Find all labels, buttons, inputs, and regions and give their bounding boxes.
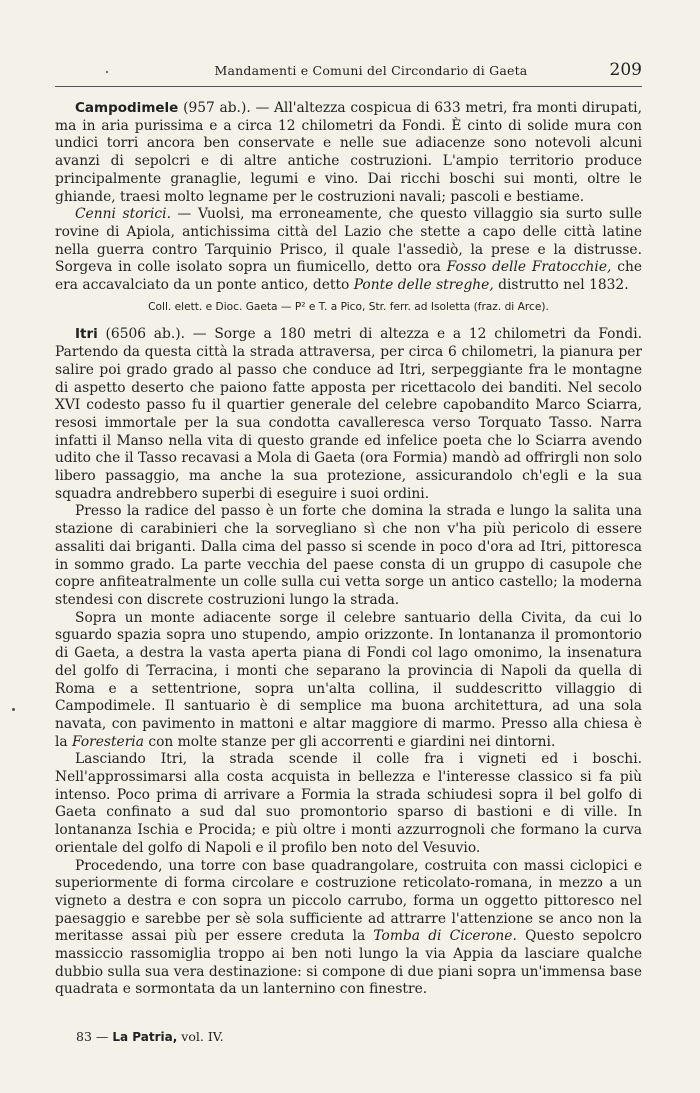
entry-name: Itri: [75, 326, 98, 343]
paragraph-text-a: Procedendo, una torre con base quadrangolare, costruita con massi ciclopici e superiormente di forma circolare e costruzione reticolato-romana, in mezzo a un vigneto a destra e con sopra un piccolo carrubo, forma un oggetto pittoresco nel paesaggio e sarebbe per sè sola sufficiente ad attrarre l'attenzione se anco non la meritasse assai più per essere creduta la: [55, 857, 642, 945]
paragraph: [55, 610, 642, 752]
running-header: [100, 60, 642, 82]
historical-text-c: distrutto nel 1832.: [493, 277, 629, 294]
volume-label: vol. IV.: [181, 1029, 224, 1044]
historical-text-a: — Vuolsi, ma erroneamente, che questo villaggio sia surto sulle rovine di Apiola, antichissima città del Lazio che stette a capo delle città latine nella guerra contro Tarquinio Prisco, il quale l'assediò, la prese e la distrusse. Sorgeva in colle isolato sopra un fiumicello, detto ora: [55, 206, 642, 276]
entry-campodimele: [55, 100, 642, 206]
place-name-italic: Ponte delle streghe,: [353, 277, 494, 294]
paragraph: Lasciando Itri, la strada scende il colle fra i vigneti ed i boschi. Nell'approssimarsi alla costa acquista in bellezza e l'interesse classico si fa più intenso. Poco prima di arrivare a Formia la strada schiudesi sopra il bel golfo di Gaeta confinato a sud dal suo promontorio sparso di bastioni e di ville. In lontananza Ischia e Procida; e più oltre i monti azzurrognoli che formano la curva orientale del golfo di Napoli e il profilo ben noto del Vesuvio.: [55, 751, 642, 856]
entry-text: — Sorge a 180 metri di altezza e a 12 chilometri da Fondi. Partendo da questa città la strada attraversa, per circa 6 chilometri, la pianura per salire poi grado grado al passo che conduce ad Itri, serpeggiante fra le montagne di aspetto deserto che paiono fatte apposta per ricettacolo dei banditi. Nel secolo XVI codesto passo fu il quartier generale del celebre capobandito Marco Sciarra, resosi immortale per la sua condotta cavalleresca verso Torquato Tasso. Narra infatti il Manso nella vita di questo grande ed infelice poeta che lo Sciarra avendo udito che il Tasso recavasi a Mola di Gaeta (ora Formia) mandò ad offrirgli non solo libero passaggio, ma anche la sua protezione, assicurandolo ch'egli e la sua squadra andrebbero superbi di eseguire i suoi ordini.: [55, 326, 642, 502]
place-name-italic: Fosso delle Fratocchie,: [446, 259, 612, 276]
entry-population: (957 ab.).: [183, 100, 251, 116]
entry-population: (6506 ab.).: [105, 326, 186, 343]
admin-note: Coll. elett. e Dioc. Gaeta — P² e T. a Pico, Str. ferr. ad Isoletta (fraz. di Arce).: [148, 300, 549, 313]
signature-mark: 83 —: [76, 1029, 109, 1044]
entry-itri: [55, 326, 642, 503]
header-rule: [55, 86, 642, 87]
paragraph-text-b: Questo sepolcro massiccio rassomiglia troppo ai ben noti lungo la via Appia da lasciare qualche dubbio sulla sua vera destinazione: si compone di due piani sopra un'immensa base quadrata e sormontata da un lanternino con finestre.: [55, 928, 642, 998]
historical-text-b: che era accavalciato da un ponte antico, detto: [55, 259, 642, 294]
publication-title: La Patria,: [112, 1030, 178, 1044]
paragraph-text-b: con molte stanze per gli accorrenti e giardini nei dintorni.: [143, 733, 556, 750]
page-number: 209: [609, 60, 642, 80]
signature-footer: [76, 1029, 224, 1044]
body-text: [55, 100, 642, 999]
entry-text: — All'altezza cospicua di 633 metri, fra monti dirupati, ma in aria purissima e a circa 12 chilometri da Fondi. È cinto di solide mura con undici torri ancora ben conservate e nelle sue adiacenze sono notevoli alcuni avanzi di sepolcri e di altre antiche costruzioni. L'ampio territorio produce principalmente granaglie, legumi e vino. Dai ricchi boschi sui monti, oltre le ghiande, traesi molto legname per le costruzioni navali; pascoli e bestiame.: [55, 100, 642, 205]
section-label: Cenni storici.: [75, 206, 171, 223]
running-title: Mandamenti e Comuni del Circondario di Gaeta: [214, 63, 528, 78]
paragraph-text-a: Sopra un monte adiacente sorge il celebre santuario della Civita, da cui lo sguardo spazia sopra uno stupendo, ampio orizzonte. In lontananza il promontorio di Gaeta, a destra la vasta aperta piana di Fondi col lago omonimo, la insenatura del golfo di Terracina, i monti che separano la provincia di Napoli da quella di Roma e a settentrione, sopra un'alta collina, il suddescritto villaggio di Campodimele. Il santuario è di semplice ma buona architettura, ad una sola navata, con pavimento in mattoni e altar maggiore di marmo. Presso alla chiesa è la: [55, 609, 642, 750]
historical-notes: [55, 206, 642, 295]
italic-term: Foresteria: [72, 733, 144, 750]
paragraph: [55, 858, 642, 1000]
margin-speck: [12, 708, 15, 711]
paragraph: Presso la radice del passo è un forte che domina la strada e lungo la salita una stazione di carabinieri che la sorvegliano sì che non v'ha più pericolo di essere assaliti dai briganti. Dalla cima del passo si scende in poco d'ora ad Itri, pittoresca in sommo grado. La parte vecchia del paese consta di un gruppo di casupole che copre anfiteatralmente un colle sulla cui vetta sorge un antico castello; la moderna stendesi con discrete costruzioni lungo la strada.: [55, 503, 642, 608]
entry-name: Campodimele: [75, 100, 179, 116]
italic-term: Tomba di Cicerone.: [373, 928, 517, 945]
